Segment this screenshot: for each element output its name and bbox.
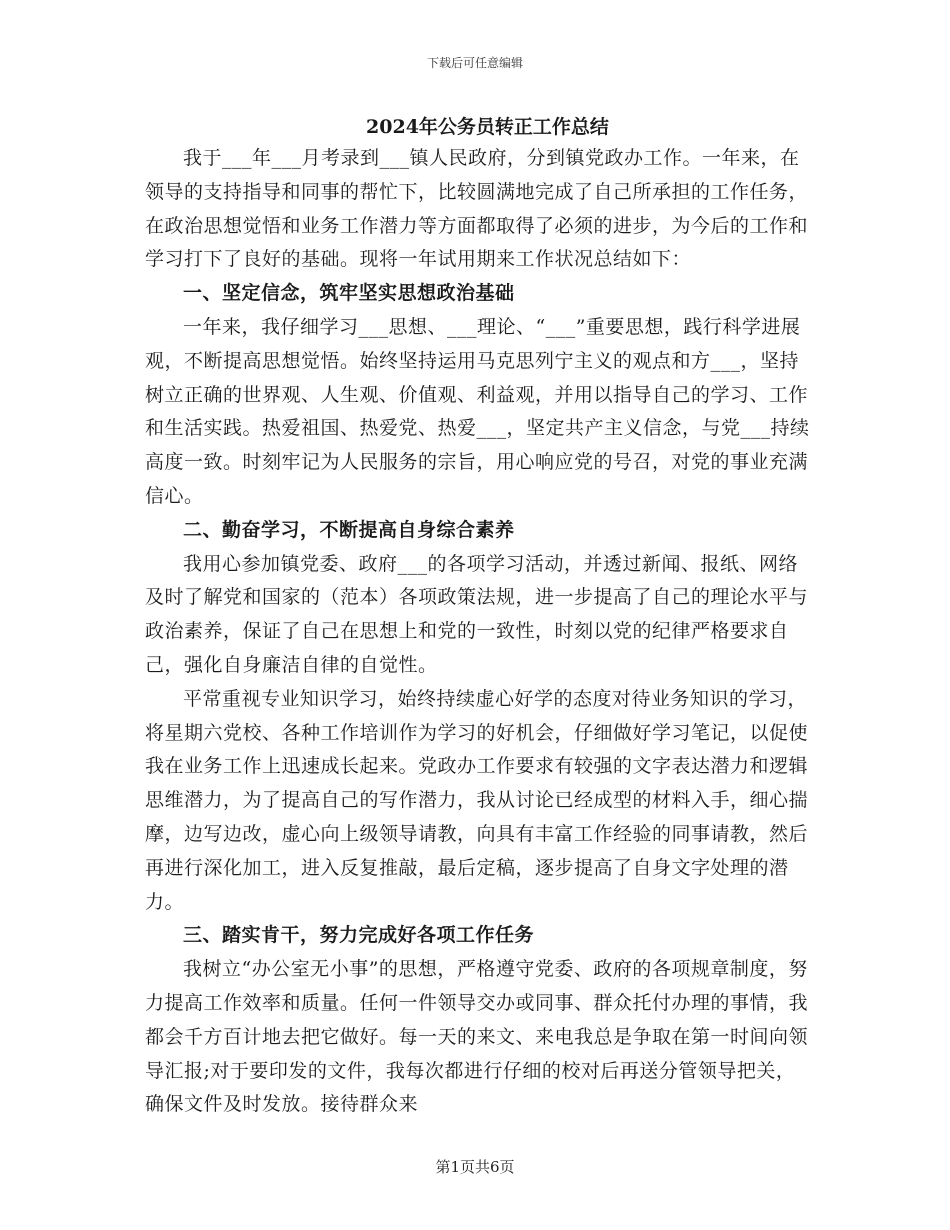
document-body [145, 112, 810, 1122]
section-3-paragraph: 我树立“办公室无小事”的思想，严格遵守党委、政府的各项规章制度，努力提高工作效率和质量。任何一件领导交办或同事、群众托付办理的事情，我都会千方百计地去把它做好。每一天的来文、来电我总是争取在第一时间向领导汇报;对于要印发的文件，我每次都进行仔细的校对后再送分管领导把关，确保文件及时发放。接待群众来 [145, 958, 809, 1116]
header-note: 下载后可任意编辑 [426, 56, 523, 70]
section-2-paragraph-2: 平常重视专业知识学习，始终持续虚心好学的态度对待业务知识的学习，将星期六党校、各种工作培训作为学习的好机会，仔细做好学习笔记，以促使我在业务工作上迅速成长起来。党政办工作要求有较强的文字表达潜力和逻辑思维潜力，为了提高自己的写作潜力，我从讨论已经成型的材料入手，细心揣摩，边写边改，虚心向上级领导请教，向具有丰富工作经验的同事请教，然后再进行深化加工，进入反复推敲，最后定稿，逐步提高了自身文字处理的潜力。 [145, 687, 809, 913]
section-1-paragraph: 一年来，我仔细学习___思想、___理论、“___”重要思想，践行科学进展观，不断提高思想觉悟。始终坚持运用马克思列宁主义的观点和方___，坚持树立正确的世界观、人生观、价值观、利益观，并用以指导自己的学习、工作和生活实践。热爱祖国、热爱党、热爱___，坚定共产主义信念，与党___持续高度一致。时刻牢记为人民服务的宗旨，用心响应党的号召，对党的事业充满信心。 [145, 315, 810, 507]
section-2-paragraph-1: 我用心参加镇党委、政府___的各项学习活动，并透过新闻、报纸、网络及时了解党和国家的（范本）各项政策法规，进一步提高了自己的理论水平与政治素养，保证了自己在思想上和党的一致性，时刻以党的纪律严格要求自己，强化自身廉洁自律的自觉性。 [145, 552, 809, 676]
page-indicator: 第1页共6页 [435, 1158, 515, 1176]
document-title: 2024年公务员转正工作总结 [366, 116, 609, 138]
intro-paragraph: 我于___年___月考录到___镇人民政府，分到镇党政办工作。一年来，在领导的支持指导和同事的帮忙下，比较圆满地完成了自己所承担的工作任务，在政治思想觉悟和业务工作潜力等方面都取得了必须的进步，为今后的工作和学习打下了良好的基础。现将一年试用期来工作状况总结如下： [145, 147, 809, 271]
section-1-heading: 一、坚定信念，筑牢坚实思想政治基础 [183, 282, 515, 305]
section-3-heading: 三、踏实肯干，努力完成好各项工作任务 [183, 924, 535, 947]
section-2-heading: 二、勤奋学习，不断提高自身综合素养 [183, 518, 515, 541]
